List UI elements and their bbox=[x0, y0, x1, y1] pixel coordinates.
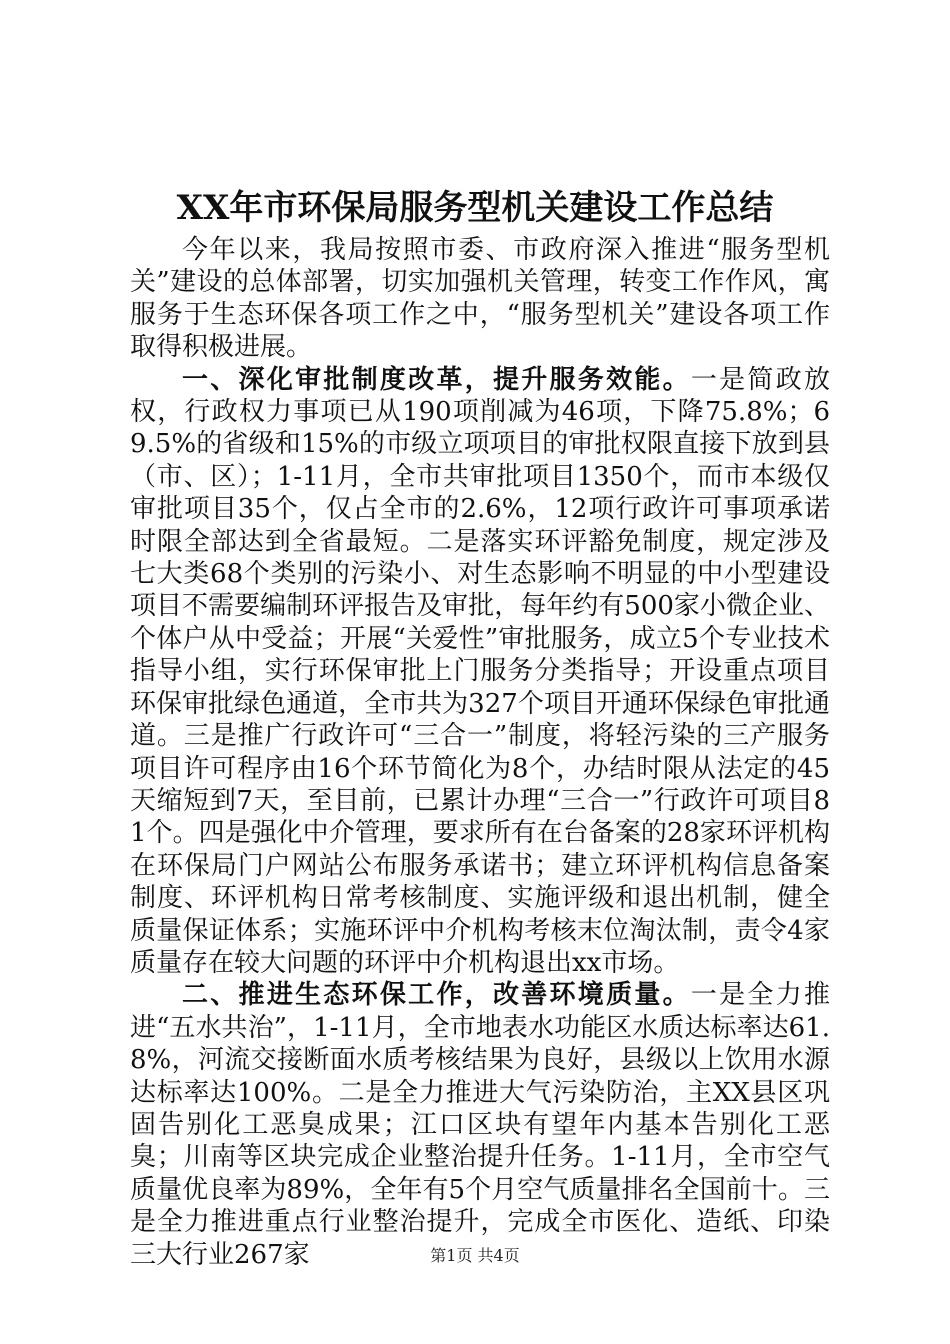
section-2-heading: 二、推进生态环保工作，改善环境质量。 bbox=[182, 980, 691, 1011]
paragraph-section-2 bbox=[130, 979, 830, 1271]
document-title: XX年市环保局服务型机关建设工作总结 bbox=[176, 188, 774, 228]
section-1-heading: 一、深化审批制度改革，提升服务效能。 bbox=[182, 364, 691, 395]
paragraph-section-1 bbox=[130, 364, 830, 980]
paragraph-intro-text: 今年以来，我局按照市委、市政府深入推进“服务型机关”建设的总体部署，切实加强机关管理，转变工作作风，寓服务于生态环保各项工作之中，“服务型机关”建设各项工作取得积极进展。 bbox=[130, 235, 830, 363]
page-footer: 第1页 共4页 bbox=[430, 1246, 520, 1265]
section-1-text: 一是简政放权，行政权力事项已从190项削减为46项，下降75.8%；69.5%的省级和15%的市级立项项目的审批权限直接下放到县（市、区）；1-11月，全市共审批项目1350个，而市本级仅审批项目35个，仅占全市的2.6%，12项行政许可事项承诺时限全部达到全省最短。二是落实环评豁免制度，规定涉及七大类68个类别的污染小、对生态影响不明显的中小型建设项目不需要编制环评报告及审批，每年约有500家小微企业、个体户从中受益；开展“关爱性”审批服务，成立5个专业技术指导小组，实行环保审批上门服务分类指导；开设重点项目环保审批绿色通道，全市共为327个项目开通环保绿色审批通道。三是推广行政许可“三合一”制度，将轻污染的三产服务项目许可程序由16个环节简化为8个，办结时限从法定的45天缩短到7天，至目前，已累计办理“三合一”行政许可项目81个。四是强化中介管理，要求所有在台备案的28家环评机构在环保局门户网站公布服务承诺书；建立环评机构信息备案制度、环评机构日常考核制度、实施评级和退出机制，健全质量保证体系；实施环评中介机构考核末位淘汰制，责令4家质量存在较大问题的环评中介机构退出xx市场。 bbox=[130, 364, 830, 978]
section-2-text: 一是全力推进“五水共治”，1-11月，全市地表水功能区水质达标率达61.8%，河流交接断面水质考核结果为良好，县级以上饮用水源达标率达100%。二是全力推进大气污染防治，主XX县区巩固告别化工恶臭成果；江口区块有望年内基本告别化工恶臭；川南等区块完成企业整治提升任务。1-11月，全市空气质量优良率为89%，全年有5个月空气质量排名全国前十。三是全力推进重点行业整治提升，完成全市医化、造纸、印染三大行业267家 bbox=[130, 980, 830, 1270]
document-body bbox=[130, 234, 830, 1271]
paragraph-intro bbox=[130, 234, 830, 364]
